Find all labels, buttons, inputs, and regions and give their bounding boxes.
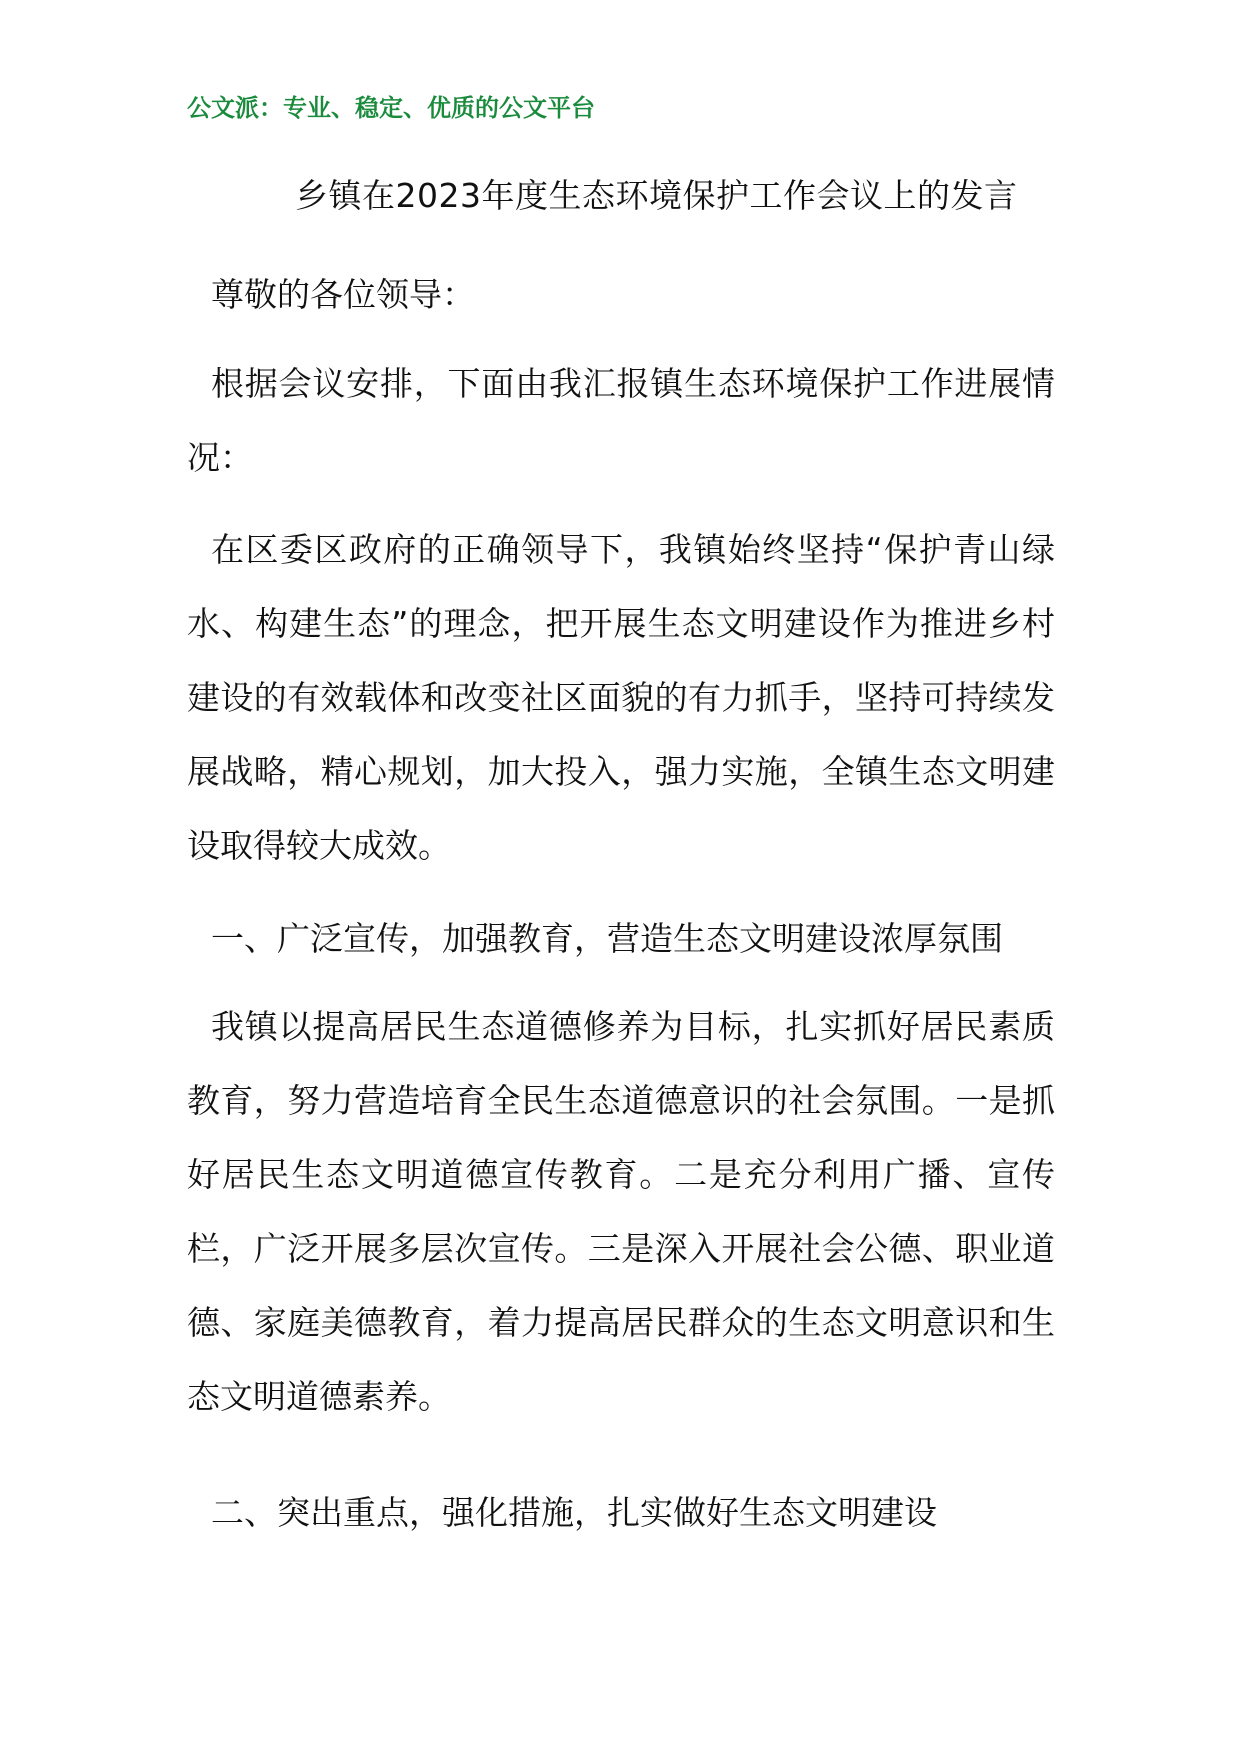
salutation: 尊敬的各位领导： [211, 275, 475, 314]
paragraph-main: 在区委区政府的正确领导下，我镇始终坚持“保护青山绿水、构建生态”的理念，把开展生态文明建设作为推进乡村建设的有效载体和改变社区面貌的有力抓手，坚持可持续发展战略，精心规划，加大投入，强力实施，全镇生态文明建设取得较大成效。 [187, 530, 1055, 865]
paragraph-intro: 根据会议安排，下面由我汇报镇生态环境保护工作进展情况： [187, 364, 1055, 477]
document-title: 乡镇在2023年度生态环境保护工作会议上的发言 [295, 176, 1018, 215]
section-2-heading: 二、突出重点，强化措施，扎实做好生态文明建设 [211, 1493, 937, 1532]
section-1-body: 我镇以提高居民生态道德修养为目标，扎实抓好居民素质教育，努力营造培育全民生态道德意识的社会氛围。一是抓好居民生态文明道德宣传教育。二是充分利用广播、宣传栏，广泛开展多层次宣传。三是深入开展社会公德、职业道德、家庭美德教育，着力提高居民群众的生态文明意识和生态文明道德素养。 [187, 1007, 1055, 1416]
section-1-heading: 一、广泛宣传，加强教育，营造生态文明建设浓厚氛围 [211, 919, 1003, 958]
header-banner: 公文派：专业、稳定、优质的公文平台 [187, 94, 595, 122]
